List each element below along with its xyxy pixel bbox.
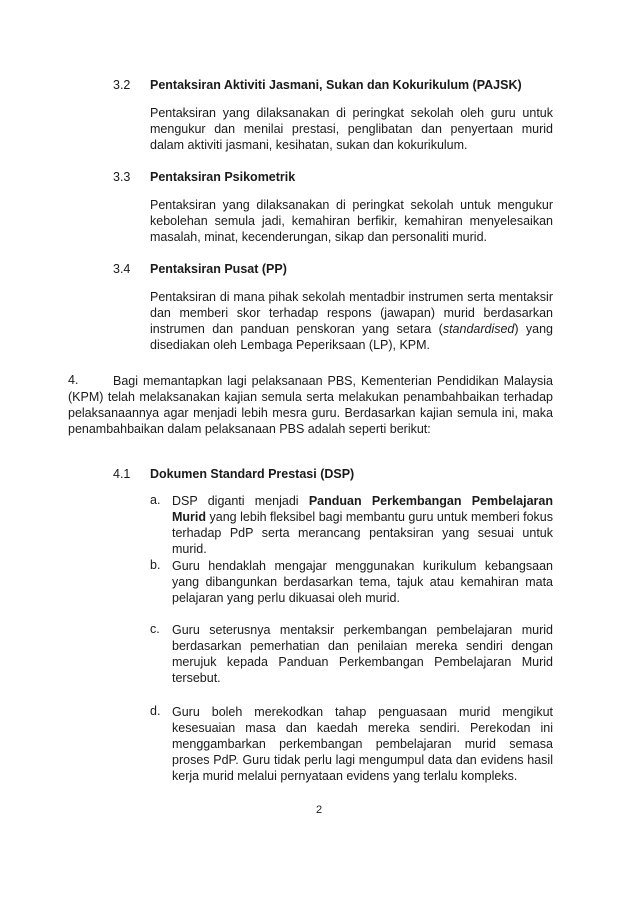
list-item-letter: b. xyxy=(150,558,161,572)
item-text: yang lebih fleksibel bagi membantu guru untuk memberi fokus terhadap PdP serta merancang pentaksiran yang sesuai untuk murid. xyxy=(172,510,553,556)
paragraph-body: Bagi memantapkan lagi pelaksanaan PBS, Kementerian Pendidikan Malaysia (KPM) telah melaksanakan kajian semula serta melakukan penambahbaikan terhadap pelaksanaannya agar menjadi lebih mesra guru. Berdasarkan kajian semula ini, maka penambahbaikan dalam pelaksanaan PBS adalah seperti berikut: xyxy=(68,374,553,436)
body-text: ) yang disediakan oleh Lembaga Peperiksaan (LP), KPM. xyxy=(150,322,553,352)
section-body: Pentaksiran yang dilaksanakan di peringkat sekolah oleh guru untuk mengukur dan menilai prestasi, penglibatan dan penyertaan murid dalam aktiviti jasmani, kesihatan, sukan dan kokurikulum. xyxy=(150,106,553,152)
list-item-letter: a. xyxy=(150,493,161,507)
section-title: Pentaksiran Pusat (PP) xyxy=(150,262,287,276)
section-title: Pentaksiran Aktiviti Jasmani, Sukan dan Kokurikulum (PAJSK) xyxy=(150,78,522,92)
section-title: Pentaksiran Psikometrik xyxy=(150,170,296,184)
body-emphasis: standardised xyxy=(442,322,515,336)
item-bold-text: Panduan Perkembangan Pembelajaran Murid xyxy=(172,494,553,524)
item-text: DSP diganti menjadi xyxy=(172,494,309,508)
list-item xyxy=(172,493,553,557)
body-text: Pentaksiran di mana pihak sekolah mentadbir instrumen serta mentaksir dan memberi skor terhadap respons (jawapan) murid berdasarkan instrumen dan panduan penskoran yang setara ( xyxy=(150,290,553,336)
section-body xyxy=(150,289,553,353)
list-item-letter: d. xyxy=(150,704,161,718)
section-number: 3.3 xyxy=(113,170,131,184)
section-number: 3.4 xyxy=(113,262,131,276)
list-item: Guru boleh merekodkan tahap penguasaan murid mengikut kesesuaian masa dan kaedah mereka sendiri. Perekodan ini menggambarkan perkembangan pembelajaran murid semasa proses PdP. Guru tidak perlu lagi mengumpul data dan evidens hasil kerja murid melalui pernyataan evidens yang terlalu kompleks. xyxy=(172,705,553,783)
list-item-letter: c. xyxy=(150,622,160,636)
section-number: 4.1 xyxy=(113,467,131,481)
section-number: 3.2 xyxy=(113,78,131,92)
page-number: 2 xyxy=(315,804,323,816)
list-item: Guru seterusnya mentaksir perkembangan pembelajaran murid berdasarkan pemerhatian dan penilaian mereka sendiri dengan merujuk kepada Panduan Perkembangan Pembelajaran Murid tersebut. xyxy=(172,623,553,685)
section-body: Pentaksiran yang dilaksanakan di peringkat sekolah untuk mengukur kebolehan semula jadi, kemahiran berfikir, kemahiran menyelesaikan masalah, minat, kecenderungan, sikap dan personaliti murid. xyxy=(150,198,553,244)
section-title: Dokumen Standard Prestasi (DSP) xyxy=(150,467,355,481)
list-item: Guru hendaklah mengajar menggunakan kurikulum kebangsaan yang dibangunkan berdasarkan tema, tajuk atau kemahiran mata pelajaran yang perlu dikuasai oleh murid. xyxy=(172,559,553,605)
paragraph-number: 4. xyxy=(68,373,79,387)
